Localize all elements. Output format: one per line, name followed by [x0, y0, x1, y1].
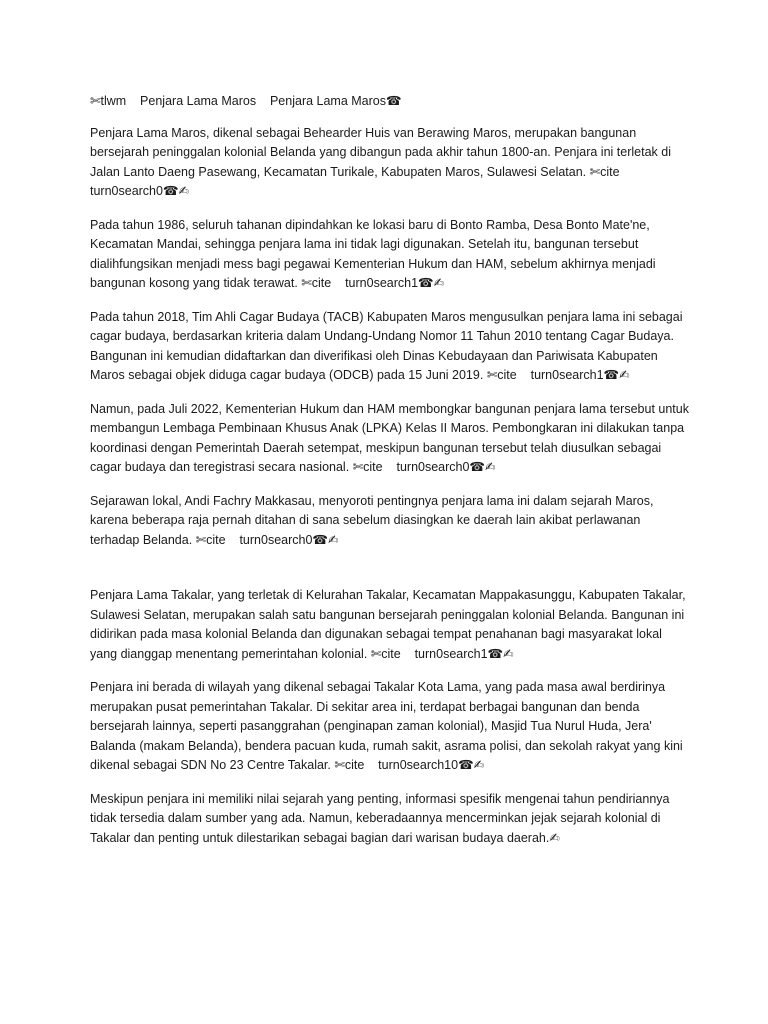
paragraph-maros-1: Penjara Lama Maros, dikenal sebagai Behearder Huis van Berawing Maros, merupakan bangunan bersejarah peninggalan kolonial Belanda yang dibangun pada akhir tahun 1800-an. Penjara ini terletak di Jalan Lanto Daeng Pasewang, Kecamatan Turikale, Kabupaten Maros, Sulawesi Selatan. ✄cite turn0search0☎✍ — [90, 125, 675, 198]
paragraph-maros-4: Namun, pada Juli 2022, Kementerian Hukum dan HAM membongkar bangunan penjara lama tersebut untuk membangun Lembaga Pembinaan Khusus Anak (LPKA) Kelas II Maros. Pembongkaran ini dilakukan tanpa koordinasi dengan Pemerintah Daerah setempat, meskipun bangunan tersebut telah diusulkan sebagai cagar budaya dan teregistrasi secara nasional. ✄cite turn0search0☎✍ — [90, 401, 693, 474]
paragraph-maros-2: Pada tahun 1986, seluruh tahanan dipindahkan ke lokasi baru di Bonto Ramba, Desa Bonto Mate'ne, Kecamatan Mandai, sehingga penjara lama ini tidak lagi digunakan. Setelah itu, bangunan tersebut dialihfungsikan menjadi mess bagi pegawai Kementerian Hukum dan HAM, sebelum akhirnya menjadi bangunan kosong yang tidak terawat. ✄cite turn0search1☎✍ — [90, 217, 660, 290]
paragraph-takalar-2: Penjara ini berada di wilayah yang dikenal sebagai Takalar Kota Lama, yang pada masa awal berdirinya merupakan pusat pemerintahan Takalar. Di sekitar area ini, terdapat berbagai bangunan dan benda bersejarah lainnya, seperti pasanggrahan (penginapan zaman kolonial), Masjid Tua Nurul Huda, Jera' Balanda (makam Belanda), bendera pacuan kuda, rumah sakit, asrama polisi, dan sekolah rakyat yang kini dikenal sebagai SDN No 23 Centre Takalar. ✄cite turn0search10☎✍ — [90, 680, 687, 772]
document-page — [90, 92, 693, 862]
paragraph-takalar-1: Penjara Lama Takalar, yang terletak di Kelurahan Takalar, Kecamatan Mappakasunggu, Kabupaten Takalar, Sulawesi Selatan, merupakan salah satu bangunan bersejarah peninggalan kolonial Belanda. Bangunan ini didirikan pada masa kolonial Belanda dan digunakan sebagai tempat penahanan bagi masyarakat lokal yang dianggap menentang pemerintahan kolonial. ✄cite turn0search1☎✍ — [90, 588, 690, 661]
paragraph-maros-3: Pada tahun 2018, Tim Ahli Cagar Budaya (TACB) Kabupaten Maros mengusulkan penjara lama ini sebagai cagar budaya, berdasarkan kriteria dalam Undang-Undang Nomor 11 Tahun 2010 tentang Cagar Budaya. Bangunan ini kemudian didaftarkan dan diverifikasi oleh Dinas Kebudayaan dan Pariwisata Kabupaten Maros sebagai objek diduga cagar budaya (ODCB) pada 15 Juni 2019. ✄cite turn0search1☎✍ — [90, 309, 686, 382]
paragraph-maros-5: Sejarawan lokal, Andi Fachry Makkasau, menyoroti pentingnya penjara lama ini dalam sejarah Maros, karena beberapa raja pernah ditahan di sana sebelum diasingkan ke daerah lain akibat perlawanan terhadap Belanda. ✄cite turn0search0☎✍ — [90, 493, 657, 547]
paragraph-takalar-3: Meskipun penjara ini memiliki nilai sejarah yang penting, informasi spesifik mengenai tahun pendiriannya tidak tersedia dalam sumber yang ada. Namun, keberadaannya mencerminkan jejak sejarah kolonial di Takalar dan penting untuk dilestarikan sebagai bagian dari warisan budaya daerah.✍ — [90, 791, 673, 845]
document-heading: ✄tlwm Penjara Lama Maros Penjara Lama Maros☎ — [90, 94, 402, 108]
section-gap — [90, 564, 690, 586]
